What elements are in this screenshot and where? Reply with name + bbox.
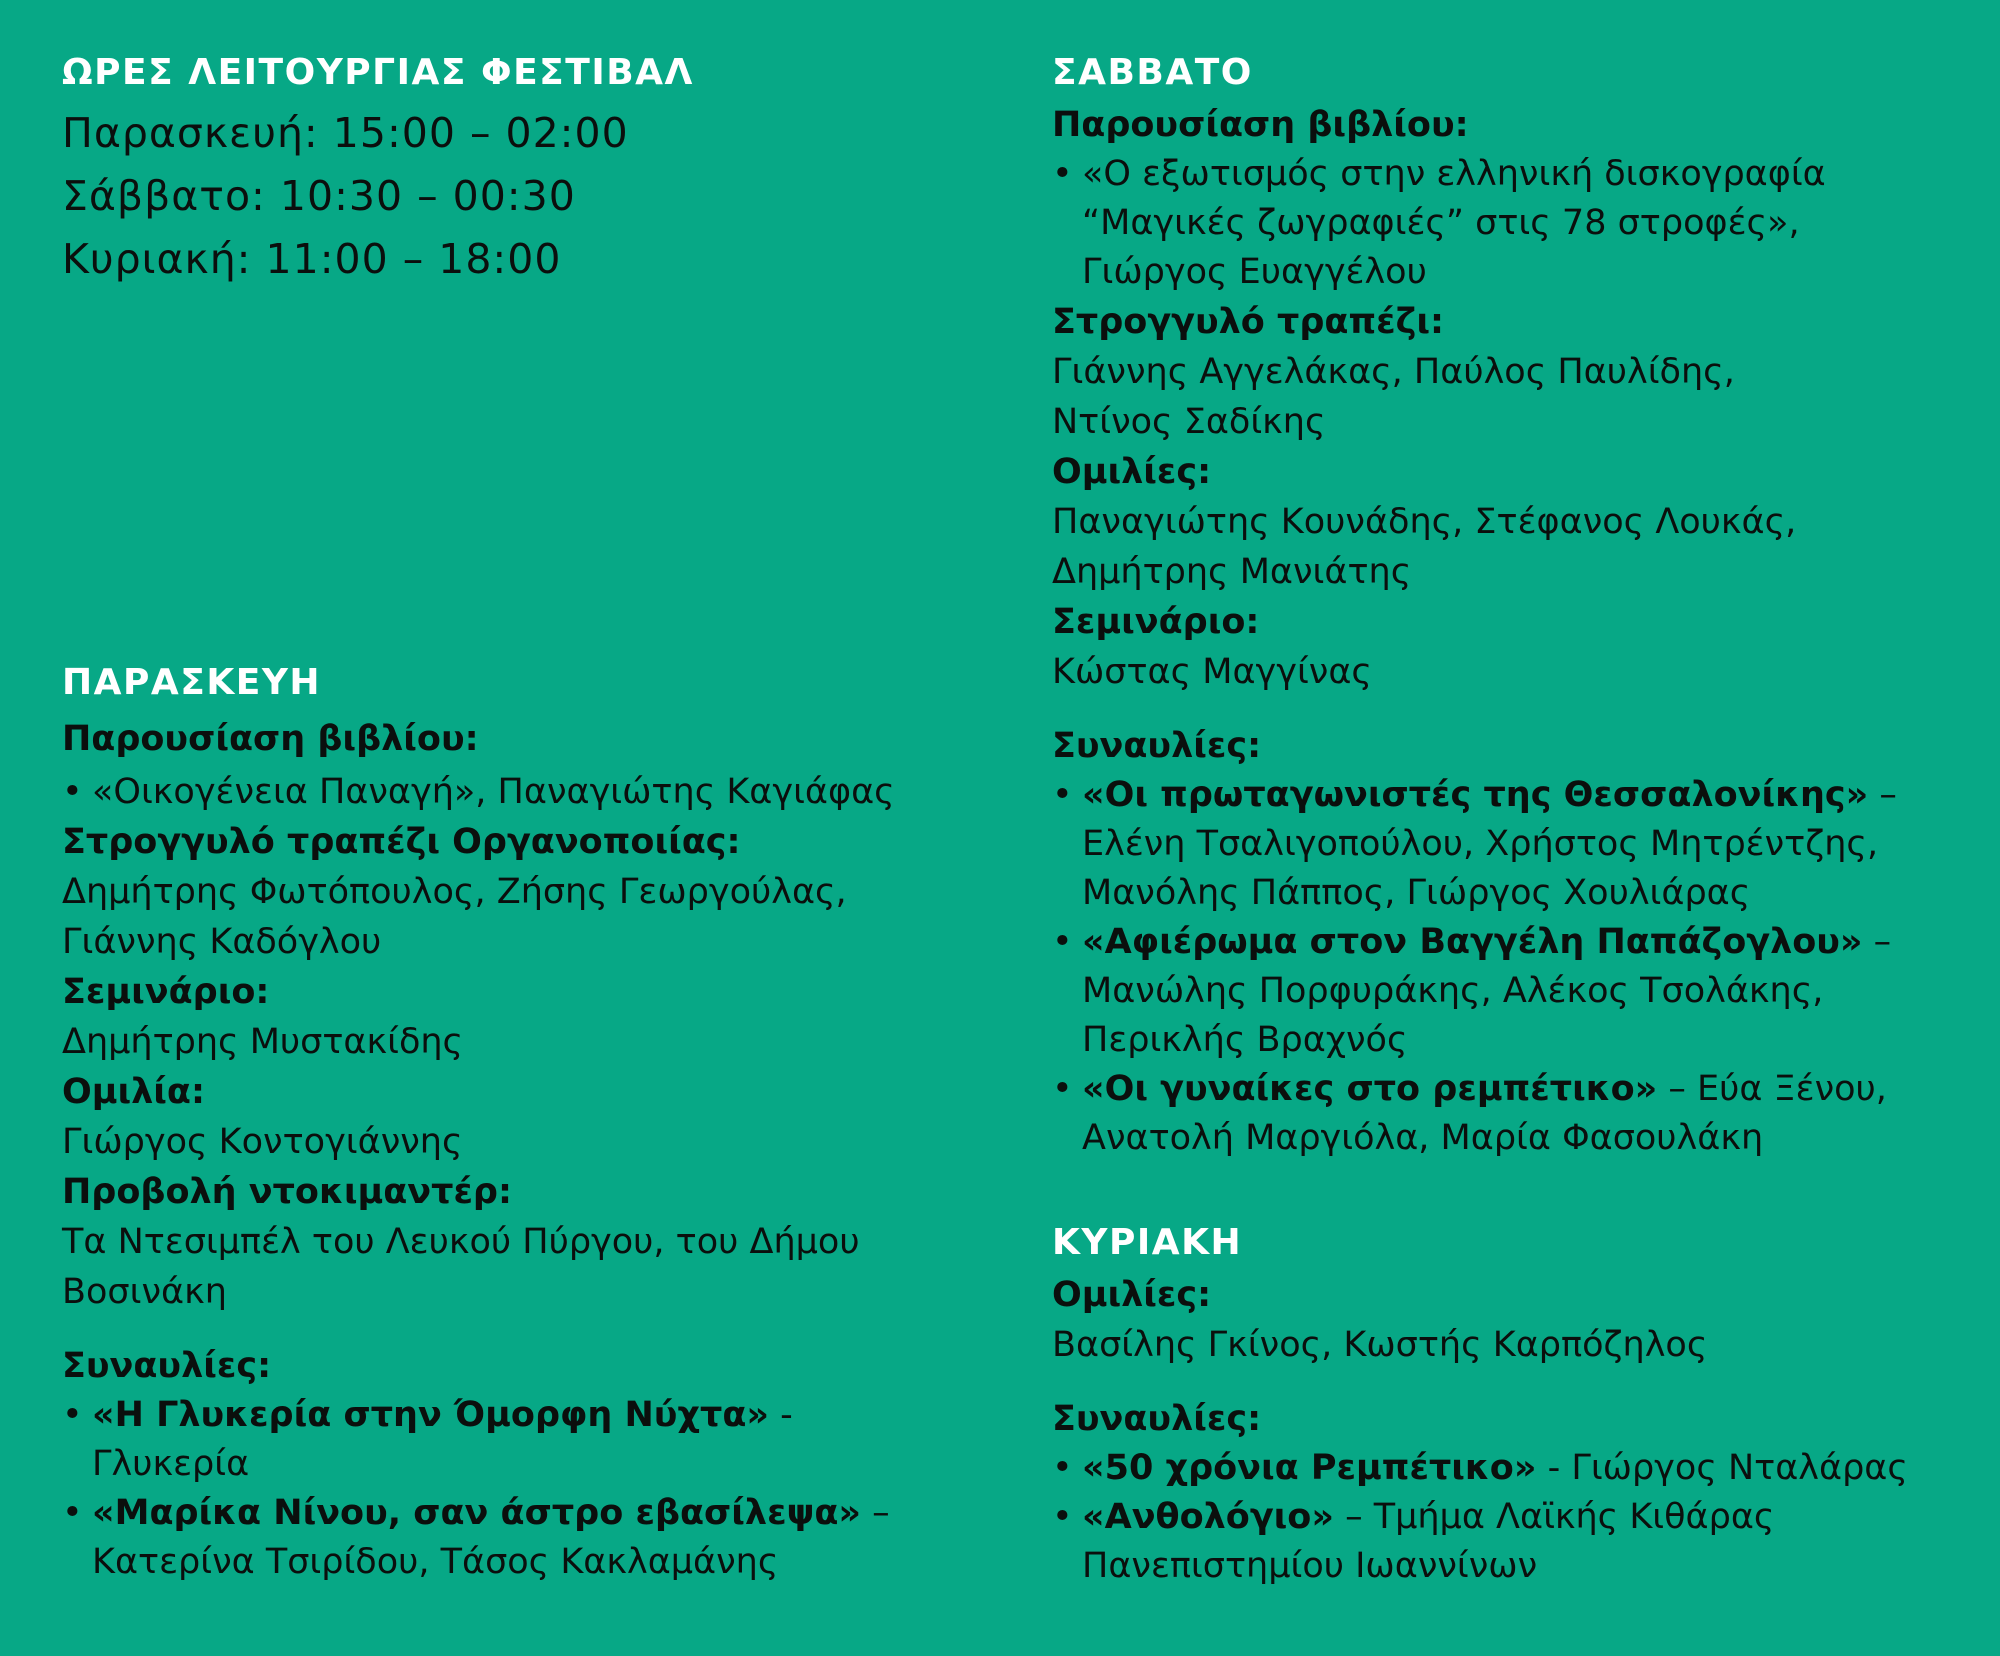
hours-section [62,50,694,291]
sunday-section [1052,1220,1992,1591]
saturday-concerts-label: Συναυλίες: [1052,726,1262,766]
saturday-talks-names-1: Παναγιώτης Κουνάδης, Στέφανος Λουκάς, [1052,502,1797,542]
saturday-talks-names-2: Δημήτρης Μανιάτης [1052,552,1412,592]
friday-seminar-label: Σεμινάριο: [62,972,270,1012]
friday-concert-list [62,1391,1012,1587]
list-item: • «Οι γυναίκες στο ρεμπέτικο» – Εύα Ξένου, Ανατολή Μαργιόλα, Μαρία Φασουλάκη [1052,1065,1992,1163]
friday-seminar-name: Δημήτρης Μυστακίδης [62,1022,464,1062]
friday-doc-label: Προβολή ντοκιμαντέρ: [62,1172,512,1212]
friday-book-list [62,768,1012,817]
hours-friday: Παρασκευή: 15:00 – 02:00 [62,109,629,157]
saturday-talks-label: Ομιλίες: [1052,452,1212,492]
concert-title: «Η Γλυκερία στην Όμορφη Νύχτα» [92,1395,769,1435]
saturday-seminar-label: Σεμινάριο: [1052,602,1260,642]
saturday-seminar-name: Κώστας Μαγγίνας [1052,652,1372,692]
concert-title: «Ανθολόγιο» [1082,1497,1334,1537]
concert-title: «Αφιέρωμα στον Βαγγέλη Παπάζογλου» [1082,922,1863,962]
concert-title: «50 χρόνια Ρεμπέτικο» [1082,1448,1537,1488]
saturday-book-label: Παρουσίαση βιβλίου: [1052,105,1469,145]
list-item: • «Μαρίκα Νίνου, σαν άστρο εβασίλεψα» – Κατερίνα Τσιρίδου, Τάσος Κακλαμάνης [62,1489,1012,1587]
list-item: • «Ανθολόγιο» – Τμήμα Λαϊκής Κιθάρας Πανεπιστημίου Ιωαννίνων [1052,1493,1992,1591]
saturday-section [1052,50,1992,1163]
sunday-title: ΚΥΡΙΑΚΗ [1052,1222,1243,1263]
friday-doc-line-1: Τα Ντεσιμπέλ του Λευκού Πύργου, του Δήμου [62,1222,860,1262]
friday-section [62,660,1012,1587]
hours-title: ΩΡΕΣ ΛΕΙΤΟΥΡΓΙΑΣ ΦΕΣΤΙΒΑΛ [62,52,694,93]
friday-talk-name: Γιώργος Κοντογιάννης [62,1122,463,1162]
hours-saturday: Σάββατο: 10:30 – 00:30 [62,172,576,220]
sunday-concerts-label: Συναυλίες: [1052,1399,1262,1439]
list-item: • «Αφιέρωμα στον Βαγγέλη Παπάζογλου» – Μανώλης Πορφυράκης, Αλέκος Τσολάκης, Περικλής Βραχνός [1052,918,1992,1065]
saturday-table-label: Στρογγυλό τραπέζι: [1052,302,1444,342]
friday-doc-line-2: Βοσινάκη [62,1272,227,1312]
saturday-book-list [1052,150,1992,297]
list-item: • «Ο εξωτισμός στην ελληνική δισκογραφία “Μαγικές ζωγραφιές” στις 78 στροφές», Γιώργος Ευαγγέλου [1052,150,1992,297]
friday-table-label: Στρογγυλό τραπέζι Οργανοποιίας: [62,822,741,862]
concert-performers: Γλυκερία [92,1444,250,1484]
concert-title: «Μαρίκα Νίνου, σαν άστρο εβασίλεψα» [92,1493,862,1533]
friday-concerts-label: Συναυλίες: [62,1346,272,1386]
sunday-talks-names: Βασίλης Γκίνος, Κωστής Καρπόζηλος [1052,1325,1708,1365]
friday-title: ΠΑΡΑΣΚΕΥΗ [62,662,322,703]
saturday-concert-list [1052,771,1992,1163]
concert-performers: Κατερίνα Τσιρίδου, Τάσος Κακλαμάνης [92,1542,779,1582]
list-item: • «50 χρόνια Ρεμπέτικο» - Γιώργος Νταλάρας [1052,1444,1992,1493]
saturday-table-names-2: Ντίνος Σαδίκης [1052,402,1326,442]
list-item: • «Η Γλυκερία στην Όμορφη Νύχτα» - Γλυκερία [62,1391,1012,1489]
concert-title: «Οι πρωταγωνιστές της Θεσσαλονίκης» [1082,775,1869,815]
hours-sunday: Κυριακή: 11:00 – 18:00 [62,235,562,283]
friday-talk-label: Ομιλία: [62,1072,205,1112]
saturday-title: ΣΑΒΒΑΤΟ [1052,52,1253,93]
concert-title: «Οι γυναίκες στο ρεμπέτικο» [1082,1069,1658,1109]
list-item: • «Οι πρωταγωνιστές της Θεσσαλονίκης» – Ελένη Τσαλιγοπούλου, Χρήστος Μητρέντζης, Μανόλης Πάππος, Γιώργος Χουλιάρας [1052,771,1992,918]
list-item: • «Οικογένεια Παναγή», Παναγιώτης Καγιάφας [62,768,1012,817]
sunday-talks-label: Ομιλίες: [1052,1275,1212,1315]
friday-book-label: Παρουσίαση βιβλίου: [62,719,479,759]
sunday-concert-list [1052,1444,1992,1591]
saturday-table-names-1: Γιάννης Αγγελάκας, Παύλος Παυλίδης, [1052,352,1735,392]
friday-table-names-1: Δημήτρης Φωτόπουλος, Ζήσης Γεωργούλας, [62,872,847,912]
friday-table-names-2: Γιάννης Καδόγλου [62,922,382,962]
